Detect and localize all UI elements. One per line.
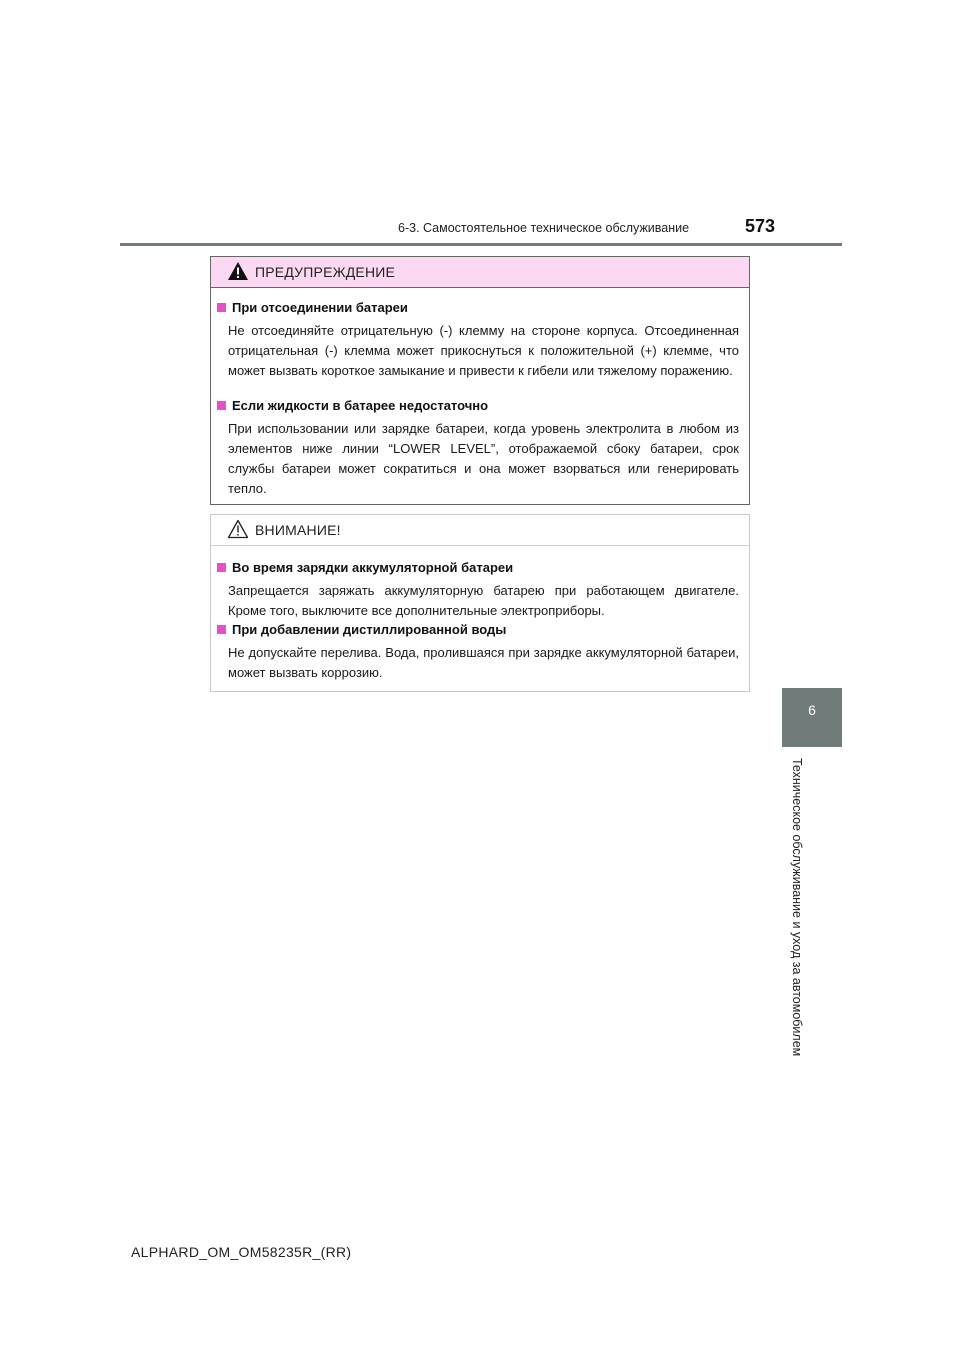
caution-item-body: Запрещается заряжать аккумуляторную батарею при работающем двигателе. Кроме того, выключите все дополнительные электроприборы. <box>228 583 739 618</box>
warning-item-heading-text: Если жидкости в батарее недостаточно <box>232 398 489 413</box>
caution-item-heading <box>217 560 513 575</box>
warning-item-body: При использовании или зарядке батареи, когда уровень электролита в любом из элементов ниже линии “LOWER LEVEL”, отображаемой сбоку батареи, срок службы батареи может сократиться и она может взорваться или генерировать тепло. <box>228 421 739 496</box>
warning-item-heading-text: При отсоединении батареи <box>232 300 408 315</box>
square-bullet-icon <box>217 625 226 634</box>
chapter-tab[interactable] <box>782 688 842 747</box>
warning-box-title: ПРЕДУПРЕЖДЕНИЕ <box>255 264 396 280</box>
warning-item-heading <box>217 398 488 413</box>
chapter-number: 6 <box>808 702 816 718</box>
caution-box <box>210 514 750 692</box>
warning-item-heading <box>217 300 408 315</box>
warning-item-body: Не отсоединяйте отрицательную (-) клемму на стороне корпуса. Отсоединенная отрицательная (-) клемма может прикоснуться к положительной (+) клемме, что может вызвать короткое замыкание и привести к гибели или тяжелому поражению. <box>228 323 739 378</box>
caution-box-header <box>211 515 749 546</box>
caution-item-body: Не допускайте перелива. Вода, пролившаяся при зарядке аккумуляторной батареи, может вызвать коррозию. <box>228 645 739 680</box>
square-bullet-icon <box>217 563 226 572</box>
caution-triangle-icon <box>227 519 249 539</box>
caution-item-heading <box>217 622 506 637</box>
document-code: ALPHARD_OM_OM58235R_(RR) <box>131 1244 352 1260</box>
warning-box-header <box>211 257 749 288</box>
caution-item-heading-text: Во время зарядки аккумуляторной батареи <box>232 560 514 575</box>
caution-item-heading-text: При добавлении дистиллированной воды <box>232 622 507 637</box>
warning-triangle-icon <box>227 261 249 281</box>
page-number: 573 <box>745 216 776 236</box>
square-bullet-icon <box>217 303 226 312</box>
warning-box <box>210 256 750 505</box>
caution-box-title: ВНИМАНИЕ! <box>255 522 341 538</box>
chapter-title-vertical: Техническое обслуживание и уход за автомобилем <box>790 758 804 1057</box>
section-title: 6-3. Самостоятельное техническое обслуживание <box>398 221 690 235</box>
header-divider <box>120 243 842 246</box>
square-bullet-icon <box>217 401 226 410</box>
